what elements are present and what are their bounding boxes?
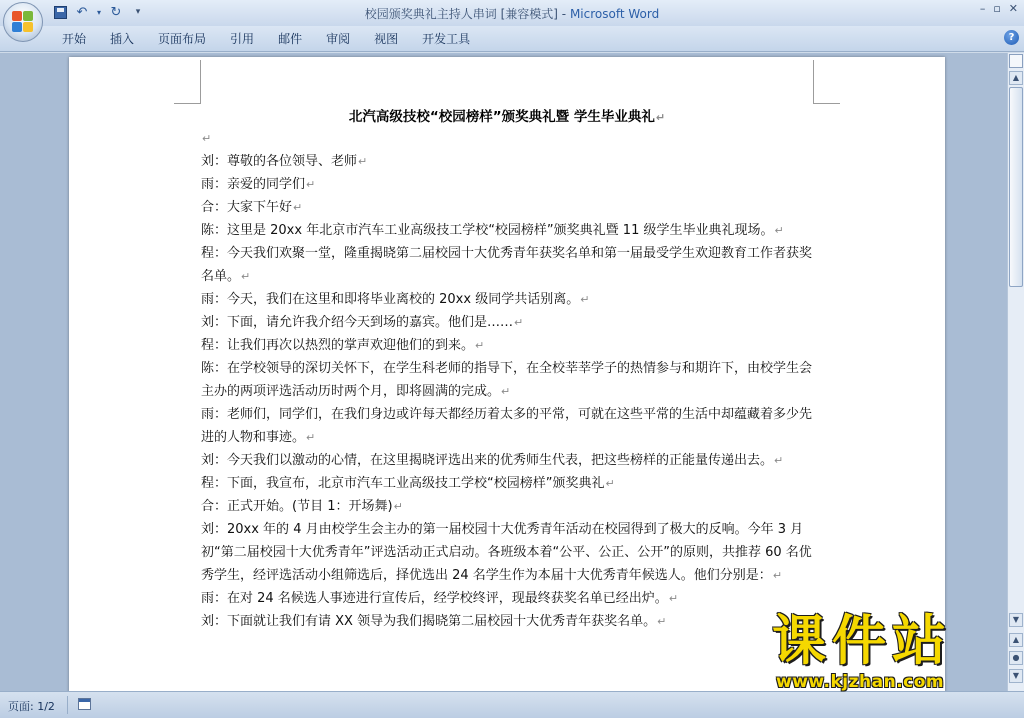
paragraph-mark: ↵ [774, 224, 784, 237]
scroll-down-button[interactable]: ▼ [1009, 613, 1023, 627]
watermark-url: www.kjzhan.com [776, 672, 945, 692]
paragraph [201, 311, 813, 334]
previous-page-button[interactable]: ▲ [1009, 633, 1023, 647]
paragraph-mark: ↵ [393, 500, 403, 513]
document-page[interactable] [69, 57, 945, 691]
page-number-indicator[interactable]: 页面: 1/2 [8, 700, 55, 713]
paragraph-text: 雨：在对 24 名候选人事迹进行宣传后，经学校终评，现最终获奖名单已经出炉。 [201, 591, 668, 606]
document-body[interactable] [201, 127, 813, 633]
paragraph [201, 242, 813, 288]
window-controls [980, 2, 1018, 15]
paragraph-mark: ↵ [605, 477, 615, 490]
paragraph [201, 449, 813, 472]
tab-references[interactable]: 引用 [230, 32, 255, 46]
paragraph-text: 刘：今天我们以激动的心情，在这里揭晓评选出来的优秀师生代表，把这些榜样的正能量传递出去。 [201, 453, 774, 468]
paragraph [201, 288, 813, 311]
customize-qat-button[interactable]: ▾ [135, 7, 141, 17]
paragraph-text: 刘：尊敬的各位领导、老师 [201, 154, 358, 169]
paragraph [201, 357, 813, 403]
title-separator: - [557, 7, 570, 21]
paragraph-mark: ↵ [202, 132, 212, 145]
paragraph-text: 程：下面，我宣布，北京市汽车工业高级技工学校“校园榜样”颁奖典礼 [201, 476, 605, 491]
paragraph-mark: ↵ [241, 270, 251, 283]
tab-mailings[interactable]: 邮件 [278, 32, 303, 46]
paragraph-mark: ↵ [475, 339, 485, 352]
office-logo-icon [12, 11, 34, 33]
paragraph-text: 程：今天我们欢聚一堂，隆重揭晓第二届校园十大优秀青年获奖名单和第一届最受学生欢迎教育工作者获奖名单。 [201, 246, 813, 284]
paragraph [201, 610, 813, 633]
paragraph [201, 495, 813, 518]
paragraph [201, 403, 813, 449]
paragraph-text: 合：正式开始。(节目 1：开场舞) [201, 499, 393, 514]
title-bar [0, 0, 1024, 26]
tab-insert[interactable]: 插入 [110, 32, 135, 46]
paragraph [201, 472, 813, 495]
document-title [201, 105, 813, 125]
scroll-thumb[interactable] [1009, 87, 1023, 287]
document-title-text: 北汽高级技校“校园榜样”颁奖典礼暨 学生毕业典礼 [348, 109, 655, 125]
paragraph-text: 陈：这里是 20xx 年北京市汽车工业高级技工学校“校园榜样”颁奖典礼暨 11 级学生毕业典礼现场。 [201, 223, 774, 238]
paragraph-text: 合：大家下午好 [201, 200, 293, 215]
minimize-button[interactable]: – [979, 2, 986, 15]
paragraph-text: 刘：20xx 年的 4 月由校学生会主办的第一届校园十大优秀青年活动在校园得到了极大的反响。今年 3 月初“第二届校园十大优秀青年”评选活动正式启动。各班级本着“公平、公正、公开”的原则，共推荐 60 名优秀学生，经评选活动小组筛选后，择优选出 24 名学生作为本届十大优秀青年候选人。他们分别是： [201, 522, 812, 583]
paragraph-mark: ↵ [501, 385, 511, 398]
help-button[interactable]: ? [1004, 30, 1019, 45]
tab-home[interactable]: 开始 [62, 32, 87, 46]
paragraph-mark: ↵ [657, 615, 667, 628]
watermark-text: 课件站 [772, 609, 952, 672]
tab-review[interactable]: 审阅 [326, 32, 351, 46]
paragraph-mark: ↵ [655, 111, 666, 124]
paragraph-mark: ↵ [293, 201, 303, 214]
window-title [0, 5, 1024, 22]
paragraph-text: 刘：下面就让我们有请 XX 领导为我们揭晓第二届校园十大优秀青年获奖名单。 [201, 614, 657, 629]
scroll-up-button[interactable]: ▲ [1009, 71, 1023, 85]
margin-corner-top-left [174, 60, 201, 104]
status-bar [0, 691, 1024, 718]
undo-dropdown-icon[interactable]: ▾ [96, 7, 101, 17]
office-button[interactable] [3, 2, 43, 42]
tab-page-layout[interactable]: 页面布局 [158, 32, 207, 46]
ribbon-tabs [50, 31, 482, 47]
document-area [0, 53, 1007, 691]
paragraph-mark: ↵ [668, 592, 679, 605]
paragraph-text: 刘：下面，请允许我介绍今天到场的嘉宾。他们是…… [201, 315, 514, 330]
undo-button[interactable]: ↶ [76, 4, 88, 20]
view-ruler-button[interactable] [1009, 54, 1023, 68]
status-separator [67, 696, 68, 714]
paragraph-mark: ↵ [306, 178, 316, 191]
paragraph [201, 518, 813, 587]
paragraph-mark: ↵ [514, 316, 524, 329]
next-page-button[interactable]: ▼ [1009, 669, 1023, 683]
paragraph-mark: ↵ [774, 454, 784, 467]
paragraph [201, 196, 813, 219]
paragraph-text: 雨：老师们，同学们，在我们身边或许每天都经历着太多的平常，可就在这些平常的生活中却蕴藏着多少先进的人物和事迹。 [201, 407, 813, 445]
application-name: Microsoft Word [569, 7, 660, 21]
redo-button[interactable]: ↻ [110, 4, 122, 20]
margin-corner-top-right [813, 60, 840, 104]
ribbon-tab-bar [0, 26, 1024, 52]
paragraph [201, 150, 813, 173]
paragraph-text: 程：让我们再次以热烈的掌声欢迎他们的到来。 [201, 338, 475, 353]
restore-button[interactable]: ▫ [993, 2, 1001, 15]
tab-view[interactable]: 视图 [374, 32, 399, 46]
document-name: 校园颁奖典礼主持人串词 [兼容模式] [364, 7, 558, 21]
paragraph-mark: ↵ [772, 569, 783, 582]
paragraph [201, 127, 813, 150]
browse-object-button[interactable]: ● [1009, 651, 1023, 665]
paragraph [201, 334, 813, 357]
paragraph-mark: ↵ [306, 431, 316, 444]
tab-developer[interactable]: 开发工具 [422, 32, 471, 46]
paragraph-mark: ↵ [580, 293, 590, 306]
paragraph-text: 雨：亲爱的同学们 [201, 177, 306, 192]
paragraph [201, 587, 813, 610]
paragraph [201, 219, 813, 242]
close-button[interactable]: ✕ [1008, 2, 1018, 15]
paragraph-text: 雨：今天，我们在这里和即将毕业离校的 20xx 级同学共话别离。 [201, 292, 580, 307]
macro-record-icon[interactable] [78, 698, 91, 710]
paragraph-text: 陈：在学校领导的深切关怀下，在学生科老师的指导下，在全校莘莘学子的热情参与和期许下，由校学生会主办的两项评选活动历时两个月，即将圆满的完成。 [201, 361, 813, 399]
paragraph-mark: ↵ [358, 155, 368, 168]
paragraph [201, 173, 813, 196]
vertical-scrollbar[interactable] [1007, 53, 1024, 691]
